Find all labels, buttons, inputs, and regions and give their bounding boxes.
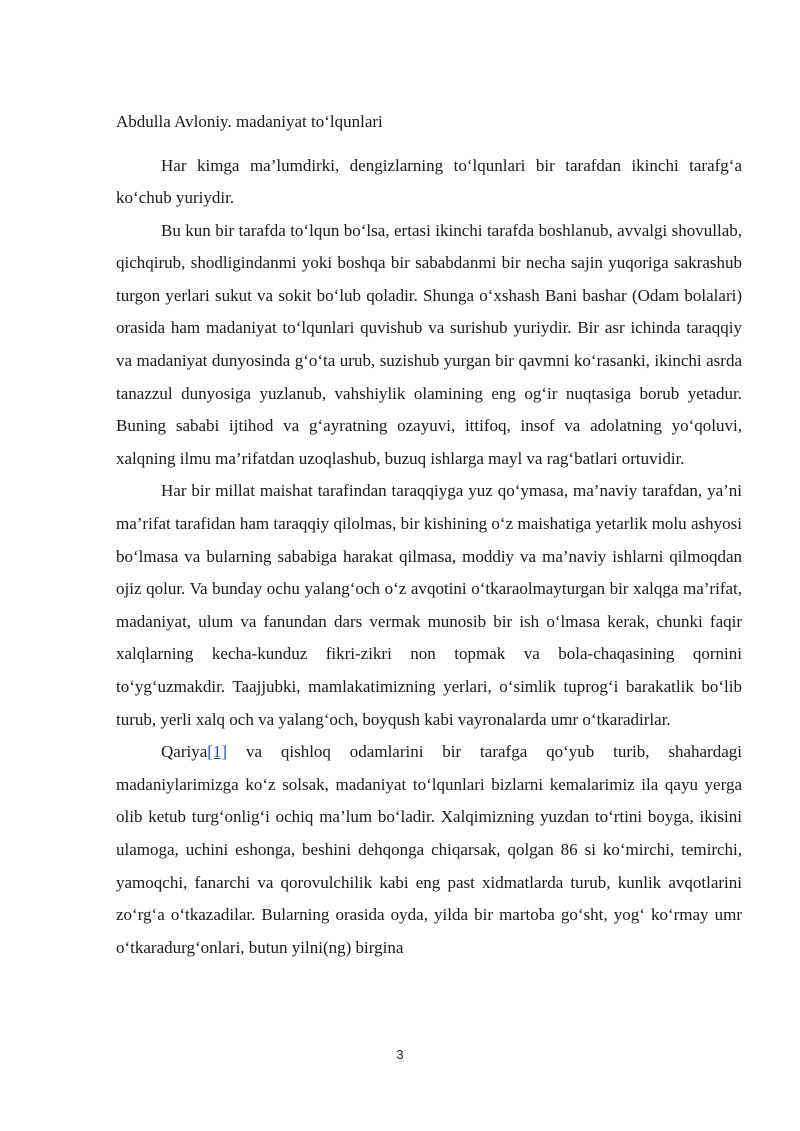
footnote-link[interactable]: [1] <box>207 742 228 762</box>
paragraph-3: Har bir millat maishat tarafindan taraqqiyga yuz qo‘ymasa, ma’naviy tarafdan, ya’ni ma’rifat tarafidan ham taraqqiy qilolmas, bir kishining o‘z maishatiga yetarlik molu ashyosi bo‘lmasa va bularning sababiga harakat qilmasa, moddiy va ma’naviy ishlarni qilmoqdan ojiz qolur. Va bunday ochu yalang‘och o‘z avqotini o‘tkaraolmayturgan bir xalqga ma’rifat, madaniyat, ulum va fanundan dars vermak munosib bir ish o‘lmasa kerak, chunki faqir xalqlarning kecha-kunduz fikri-zikri non topmak va bola-chaqasining qornini to‘yg‘uzmakdir. Taajjubki, mamlakatimizning yerlari, o‘simlik tuprog‘i barakatlik bo‘lib turub, yerli xalq och va yalang‘och, boyqush kabi vayronalarda umr o‘tkaradirlar. <box>116 481 742 729</box>
paragraph-1: Har kimga ma’lumdirki, dengizlarning to‘lqunlari bir tarafdan ikinchi tarafg‘a ko‘chub yuriydir. <box>116 155 742 208</box>
paragraph-4 <box>116 736 742 964</box>
paragraph-2: Bu kun bir tarafda to‘lqun bo‘lsa, ertasi ikinchi tarafda boshlanub, avvalgi shovullab, qichqirub, shodligindanmi yoki boshqa bir sababdanmi bir necha sajin yuqoriga sakrashub turgon yerlari sukut va sokit bo‘lub qoladir. Shunga o‘xshash Bani bashar (Odam bolalari) orasida ham madaniyat to‘lqunlari quvishub va surishub yuriydir. Bir asr ichinda taraqqiy va madaniyat dunyosinda g‘o‘ta urub, suzishub yurgan bir qavmni ko‘rasanki, ikinchi asrda tanazzul dunyosiga yuzlanub, vahshiylik olamining eng og‘ir nuqtasiga borub yetadur. Buning sababi ijtihod va g‘ayratning ozayuvi, ittifoq, insof va adolatning yo‘qoluvi, xalqning ilmu ma’rifatdan uzoqlashub, buzuq ishlarga mayl va rag‘batlari ortuvidir. <box>116 220 742 468</box>
paragraph-4-text: va qishloq odamlarini bir tarafga qo‘yub turib, shahardagi madaniylarimizga ko‘z solsak, madaniyat to‘lqunlari bizlarni kemalarimiz ila qayu yerga olib ketub turg‘onlig‘i ochiq ma’lum bo‘ladir. Xalqimizning yuzdan to‘rtini boyga, ikisini ulamoga, uchini eshonga, beshini dehqonga chiqarsak, qolgan 86 si ko‘mirchi, temirchi, yamoqchi, fanarchi va qorovulchilik kabi eng past xidmatlarda turub, kunlik avqotlarini zo‘rg‘a o‘tkazadilar. Bularning orasida oyda, yilda bir martoba go‘sht, yog‘ ko‘rmay umr o‘tkaradurg‘onlari, butun yilni(ng) birgina <box>116 742 742 957</box>
page-number: 3 <box>396 1047 404 1062</box>
paragraph-4-lead: Qariya <box>161 742 208 762</box>
document-title: Abdulla Avloniy. madaniyat to‘lqunlari <box>116 112 383 131</box>
document-body <box>116 150 742 965</box>
